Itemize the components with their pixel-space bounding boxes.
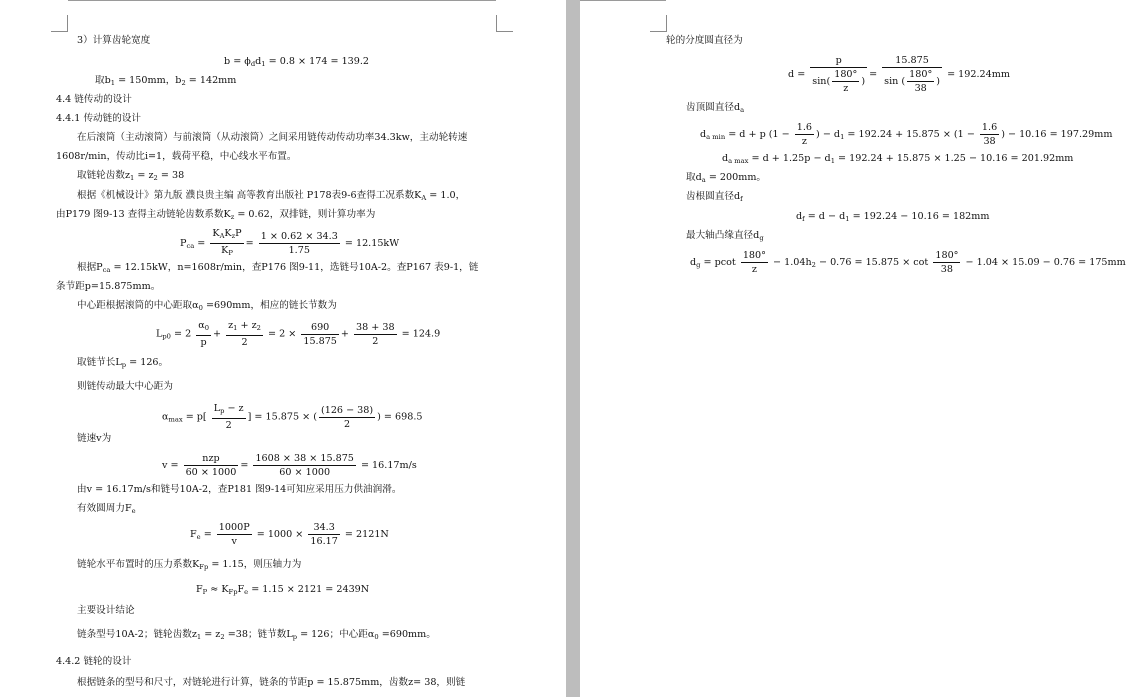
equation-lp: $L_{p0} = 2$ $\frac{\alpha_0}{p}$ + $\frac{z_1 + z_2}{2}$ = 2 × $\frac{690}{15.875}$ + $\frac{38 + 38}{2}$ = 124.9 xyxy=(156,320,441,348)
right-page xyxy=(580,0,1126,697)
page-top-rule xyxy=(580,0,666,1)
page-gutter xyxy=(566,0,580,697)
equation-pca: $P_{ca}$ = $\frac{K_AK_zP}{K_P}$ = $\frac{1 \times 0.62 \times 34.3}{1.75}$ = 12.15kW xyxy=(180,228,400,257)
section-heading-4-4: 4.4 链传动的设计 xyxy=(56,94,132,105)
equation-fp: $F_P \approx K_{Fp}F_e = 1.15 \times 2121 = 2439N$ xyxy=(196,584,370,596)
paragraph-line: 齿顶圆直径$d_a$ xyxy=(686,102,745,114)
margin-corner-mark xyxy=(650,15,667,32)
page-top-rule xyxy=(68,0,496,1)
paragraph-line: 1608r/min，传动比i=1，载荷平稳，中心线水平布置。 xyxy=(56,151,297,162)
equation-dg: $d_g = pcot$ $\frac{180^\circ}{z}$ − $1.04h_2 - 0.76 = 15.875 \times \cot$ $\frac{180^\circ}{38}$ − 1.04 × 15.09 − 0.76 = 175mm xyxy=(690,250,1126,275)
paragraph-line: 有效圆周力$F_e$ xyxy=(77,503,136,515)
paragraph-line: 链速v为 xyxy=(77,433,112,444)
paragraph-line: 链条型号10A-2；链轮齿数$z_1 = z_2 =38$；链节数$L_p = 126$；中心距$\alpha_0 =690mm$。 xyxy=(77,629,436,641)
equation-d: d = p sin( $\frac{180^\circ}{z}$ ) = 15.875 sin ( $\frac{180^\circ}{38}$ ) = 192.24mm xyxy=(788,55,1010,94)
paragraph-line: 在后滚筒（主动滚筒）与前滚筒（从动滚筒）之间采用链传动传动功率34.3kw，主动轮转速 xyxy=(77,132,468,143)
paragraph-line: 中心距根据滚筒的中心距取$\alpha_0 =690mm$，相应的链长节数为 xyxy=(77,300,337,312)
paragraph-line: 条节距p=15.875mm。 xyxy=(56,281,161,292)
equation-da-min: $d_{a min} = d + p$ (1 − $\frac{1.6}{z}$ ) − $d_1 = 192.24 + 15.875 \times (1$ − $\frac{1.6}{38}$ ) − 10.16 = 197.29mm xyxy=(700,122,1113,147)
paragraph-line: 取$d_a = 200mm$。 xyxy=(686,172,767,184)
paragraph-line: 轮的分度圆直径为 xyxy=(666,35,743,46)
equation-b: $b = \phi_dd_1 = 0.8 \times 174 = 139.2$ xyxy=(224,56,370,68)
margin-corner-mark xyxy=(51,15,68,32)
paragraph-line: 由v = 16.17m/s和链号10A-2，查P181 图9-14可知应采用压力供油润滑。 xyxy=(77,484,402,495)
paragraph-line: 链轮水平布置时的压力系数$K_{Fp} = 1.15$，则压轴力为 xyxy=(77,559,302,571)
text-take-z: 取链轮齿数$z_1 = z_2 = 38$ xyxy=(77,170,185,182)
equation-da-max: $d_{a max} = d + 1.25p - d_1 = 192.24 + 15.875 \times 1.25 - 10.16 = 201.92mm$ xyxy=(722,153,1074,165)
paragraph-line: 取链节长$L_p = 126$。 xyxy=(77,357,169,369)
paragraph-line: 根据$P_{ca} = 12.15kW$，n=1608r/min，查P176 图9-11，选链号10A-2。查P167 表9-1，链 xyxy=(77,262,479,274)
section-heading-4-4-1: 4.4.1 传动链的设计 xyxy=(56,113,142,124)
text-take-b: 取$b_1 = 150mm$，$b_2 = 142mm$ xyxy=(95,75,237,87)
paragraph-line: 最大轴凸缘直径$d_g$ xyxy=(686,230,764,242)
equation-v: v = $\frac{\text{nzp}}{60 \times 1000}$ = $\frac{1608 \times 38 \times 15.875}{60 \times 1000}$ = 16.17m/s xyxy=(162,453,417,478)
heading-gear-width: 3）计算齿轮宽度 xyxy=(77,35,151,46)
paragraph-line: 根据链条的型号和尺寸，对链轮进行计算，链条的节距p = 15.875mm，齿数z= 38，则链 xyxy=(77,677,466,688)
paragraph-line: 齿根圆直径$d_f$ xyxy=(686,191,743,203)
paragraph-line: 由P179 图9-13 查得主动链轮齿数系数$K_z = 0.62$，双排链，则计算功率为 xyxy=(56,209,376,221)
equation-df: $d_f = d - d_1 = 192.24 - 10.16 = 182mm$ xyxy=(796,211,990,223)
section-heading-4-4-2: 4.4.2 链轮的设计 xyxy=(56,656,132,667)
equation-fe: $F_e$ = $\frac{1000P}{v}$ = 1000 × $\frac{34.3}{16.17}$ = 2121N xyxy=(190,522,389,547)
margin-corner-mark xyxy=(496,15,513,32)
equation-amax: $\alpha_{max} = p$[ $\frac{L_p - z}{2}$ ] = 15.875 × ( $\frac{(126 - 38)}{2}$ ) = 698.5 xyxy=(162,403,423,431)
paragraph-line: 主要设计结论 xyxy=(77,605,135,616)
paragraph-line: 则链传动最大中心距为 xyxy=(77,381,173,392)
paragraph-line: 根据《机械设计》第九版 濮良贵主编 高等教育出版社 P178表9-6查得工况系数$K_A = 1.0$， xyxy=(77,190,466,202)
